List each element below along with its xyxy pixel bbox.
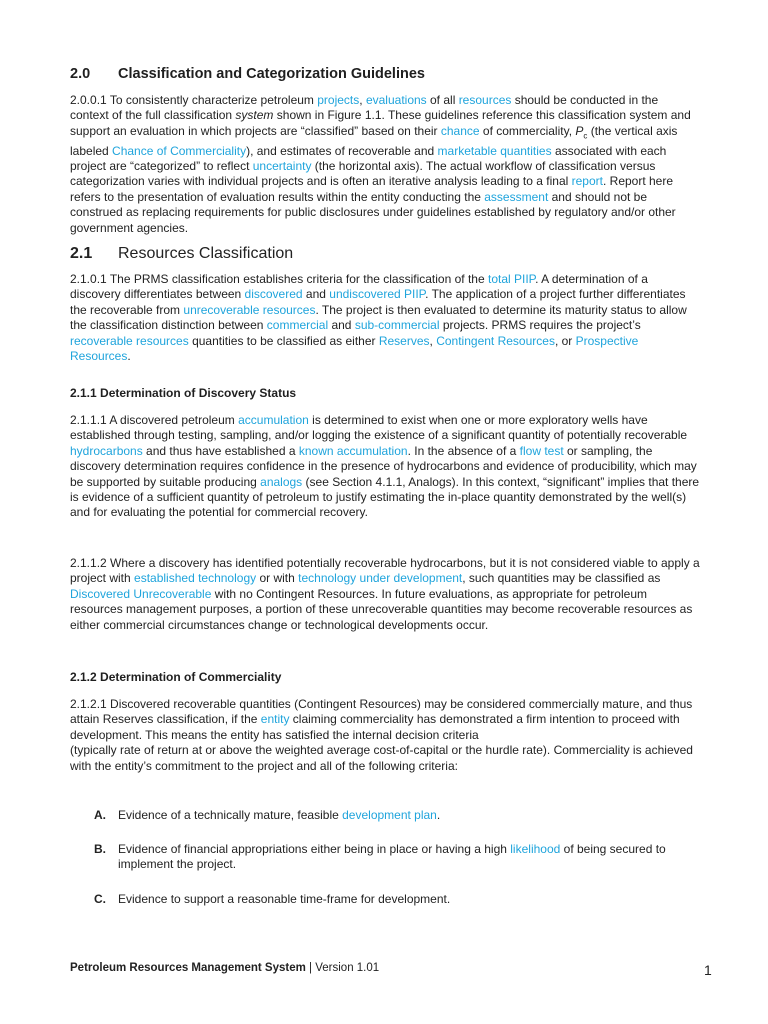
link-discovered[interactable]: discovered — [244, 287, 303, 302]
link-reserves[interactable]: Reserves — [378, 333, 430, 348]
link-report[interactable]: report — [571, 174, 603, 189]
link-flow-test[interactable]: flow test — [519, 443, 564, 458]
link-likelihood[interactable]: likelihood — [510, 842, 561, 856]
link-unrecoverable-resources[interactable]: unrecoverable resources — [183, 302, 316, 317]
link-contingent-resources[interactable]: Contingent Resources — [436, 333, 555, 348]
paragraph-2-0-0-1: 2.0.0.1 To consistently characterize petroleum projects, evaluations of all resources should be conducted in the context of the full classification system shown in Figure 1.1. These guidelines reference this classification system and support an evaluation in which projects are “classified” based on their chance of commerciality, $P_c$ (the vertical axis labeled Chance of Commerciality), and estimates of recoverable and marketable quantities associated with each project are “categorized” to reflect uncertainty (the horizontal axis). The actual workflow of classification versus categorization varies with individual projects and is often an iterative analysis leading to a final report. Report here refers to the presentation of evaluation results within the entity conducting the assessment and should not be construed as replacing requirements for public disclosures under guidelines established by regulatory and/or other government agencies. — [70, 93, 691, 235]
criteria-item-a: A. Evidence of a technically mature, feasible development plan. — [94, 808, 441, 822]
section-heading-2-1 — [70, 245, 293, 263]
subsection-heading-2-1-2: 2.1.2 Determination of Commerciality — [70, 670, 282, 684]
footer-separator: | — [305, 962, 316, 974]
link-assessment[interactable]: assessment — [484, 189, 549, 204]
section-heading-2-0 — [70, 66, 425, 82]
criteria-item-c: C. Evidence to support a reasonable time-frame for development. — [94, 892, 451, 906]
link-resources[interactable]: resources — [458, 93, 512, 107]
page-footer — [70, 962, 379, 974]
link-commercial[interactable]: commercial — [266, 318, 329, 333]
link-accumulation[interactable]: accumulation — [238, 413, 309, 427]
link-established-technology[interactable]: established technology — [134, 571, 257, 586]
link-development-plan[interactable]: development plan — [342, 808, 437, 822]
link-chance-of-commerciality[interactable]: Chance of Commerciality — [112, 143, 247, 158]
paragraph-2-1-0-1: 2.1.0.1 The PRMS classification establishes criteria for the classification of the total PIIP. A determination of a discovery differentiates between discovered and undiscovered PIIP. The application of a project further differentiates the recoverable from unrecoverable resources. The project is then evaluated to determine its maturity status to allow the classification distinction between commercial and sub-commercial projects. PRMS requires the project’s recoverable resources quantities to be classified as either Reserves, Contingent Resources, or Prospective Resources. — [70, 272, 687, 364]
link-marketable-quantities[interactable]: marketable quantities — [437, 143, 552, 158]
subsection-heading-2-1-1: 2.1.1 Determination of Discovery Status — [70, 386, 297, 400]
footer-version: Version 1.01 — [315, 962, 380, 974]
link-total-piip[interactable]: total PIIP — [487, 272, 536, 286]
link-hydrocarbons[interactable]: hydrocarbons — [70, 443, 143, 458]
section-title: Classification and Categorization Guidelines — [118, 66, 425, 82]
link-chance[interactable]: chance — [440, 123, 480, 138]
link-analogs[interactable]: analogs — [260, 474, 303, 489]
link-projects[interactable]: projects — [317, 93, 360, 107]
link-undiscovered-piip[interactable]: undiscovered PIIP — [329, 287, 426, 302]
paragraph-2-1-2-1: 2.1.2.1 Discovered recoverable quantities (Contingent Resources) may be considered commercially mature, and thus attain Reserves classification, if the entity claiming commerciality has demonstrated a firm intention to proceed with development. This means the entity has satisfied the internal decision criteria (typically rate of return at or above the weighted average cost-of-capital or the hurdle rate). Commerciality is achieved with the entity’s commitment to the project and all of the following criteria: — [70, 697, 693, 773]
section-number: 2.0 — [70, 66, 91, 82]
link-technology-under-development[interactable]: technology under development — [298, 571, 463, 586]
footer-title: Petroleum Resources Management System — [70, 962, 306, 974]
criteria-item-b: B. Evidence of financial appropriations either being in place or having a high likelihood of being secured to implement the project. — [94, 842, 666, 872]
link-evaluations[interactable]: evaluations — [365, 93, 427, 107]
link-sub-commercial[interactable]: sub-commercial — [354, 318, 440, 333]
link-recoverable-resources[interactable]: recoverable resources — [70, 333, 189, 348]
paragraph-2-1-1-2: 2.1.1.2 Where a discovery has identified potentially recoverable hydrocarbons, but it is not considered viable to apply a project with established technology or with technology under development, such quantities may be classified as Discovered Unrecoverable with no Contingent Resources. In future evaluations, as appropriate for petroleum resources management purposes, a portion of these unrecoverable quantities may become recoverable resources as either commercial circumstances change or technological developments occur. — [70, 556, 700, 632]
page-number: 1 — [704, 962, 712, 978]
link-uncertainty[interactable]: uncertainty — [252, 159, 312, 174]
link-discovered-unrecoverable[interactable]: Discovered Unrecoverable — [70, 586, 212, 601]
section-title: Resources Classification — [118, 245, 294, 262]
link-known-accumulation[interactable]: known accumulation — [298, 443, 408, 458]
link-prospective-resources[interactable]: Prospective Resources — [70, 333, 639, 364]
link-entity[interactable]: entity — [260, 712, 290, 727]
paragraph-2-1-1-1: 2.1.1.1 A discovered petroleum accumulation is determined to exist when one or more exploratory wells have established through testing, sampling, and/or logging the existence of a significant quantity of potentially recoverable hydrocarbons and thus have established a known accumulation. In the absence of a flow test or sampling, the discovery determination requires confidence in the presence of hydrocarbons and evidence of producibility, which may be supported by suitable producing analogs (see Section 4.1.1, Analogs). In this context, “significant” implies that there is evidence of a sufficient quantity of petroleum to justify estimating the in-place quantity demonstrated by the well(s) and for evaluating the potential for commercial recovery. — [70, 413, 700, 520]
section-number: 2.1 — [70, 245, 93, 262]
